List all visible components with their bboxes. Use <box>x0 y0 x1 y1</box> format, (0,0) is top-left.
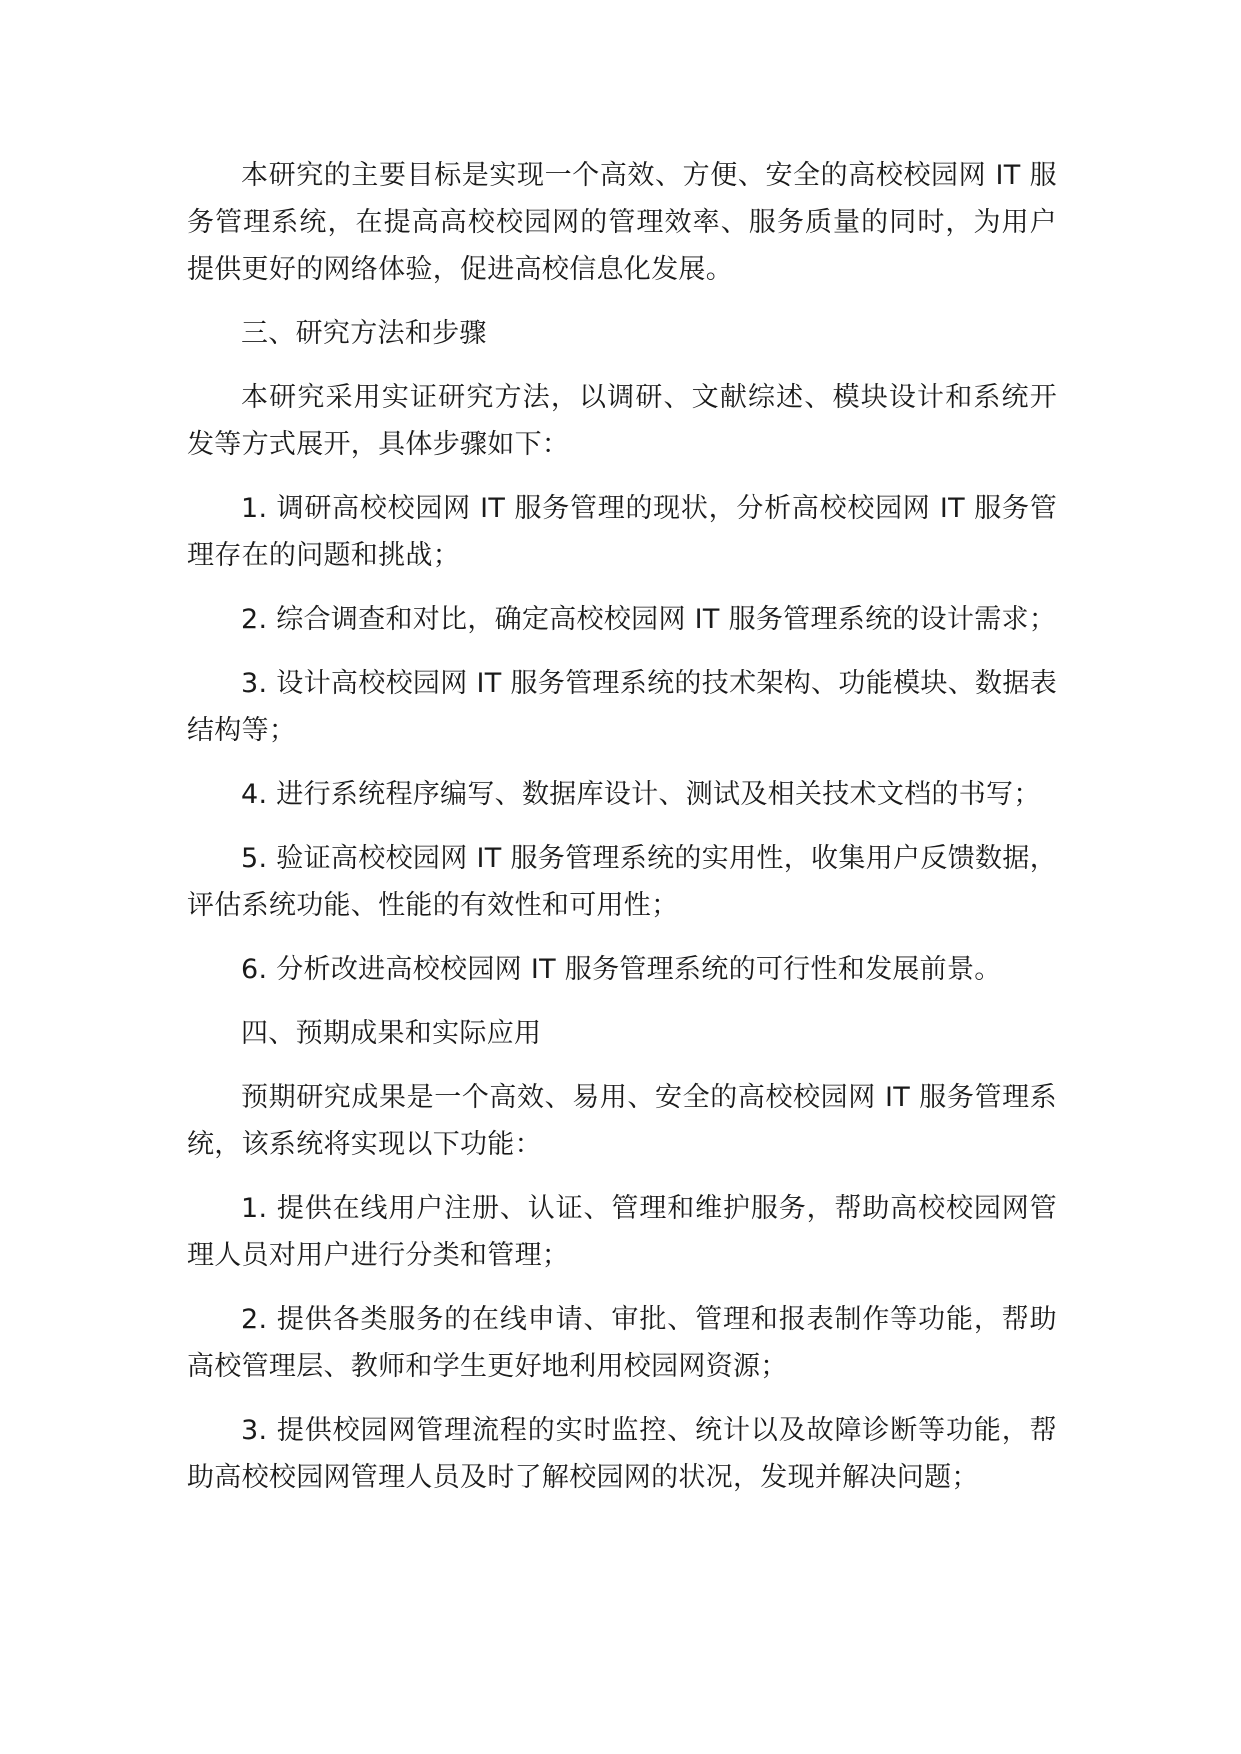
list-item-step-6: 6. 分析改进高校校园网 IT 服务管理系统的可行性和发展前景。 <box>241 954 1002 985</box>
paragraph-research-goal: 本研究的主要目标是实现一个高效、方便、安全的高校校园网 IT 服务管理系统，在提高高校校园网的管理效率、服务质量的同时，为用户提供更好的网络体验，促进高校信息化发展。 <box>187 160 1057 285</box>
paragraph-methods-intro: 本研究采用实证研究方法，以调研、文献综述、模块设计和系统开发等方式展开，具体步骤如下： <box>187 382 1057 460</box>
list-item-step-3: 3. 设计高校校园网 IT 服务管理系统的技术架构、功能模块、数据表结构等； <box>187 668 1057 746</box>
list-item-function-1: 1. 提供在线用户注册、认证、管理和维护服务，帮助高校校园网管理人员对用户进行分类和管理； <box>187 1193 1057 1271</box>
paragraph-outcomes-intro: 预期研究成果是一个高效、易用、安全的高校校园网 IT 服务管理系统，该系统将实现以下功能： <box>187 1082 1057 1160</box>
list-item-function-2: 2. 提供各类服务的在线申请、审批、管理和报表制作等功能，帮助高校管理层、教师和学生更好地利用校园网资源； <box>187 1304 1057 1382</box>
list-item-step-2: 2. 综合调查和对比，确定高校校园网 IT 服务管理系统的设计需求； <box>241 604 1057 635</box>
list-item-step-5: 5. 验证高校校园网 IT 服务管理系统的实用性，收集用户反馈数据，评估系统功能、性能的有效性和可用性； <box>187 843 1057 921</box>
list-item-function-3: 3. 提供校园网管理流程的实时监控、统计以及故障诊断等功能，帮助高校校园网管理人员及时了解校园网的状况，发现并解决问题； <box>187 1415 1057 1493</box>
document-body <box>187 152 1057 1518</box>
section-heading-outcomes: 四、预期成果和实际应用 <box>241 1018 542 1049</box>
list-item-step-4: 4. 进行系统程序编写、数据库设计、测试及相关技术文档的书写； <box>241 779 1041 810</box>
list-item-step-1: 1. 调研高校校园网 IT 服务管理的现状，分析高校校园网 IT 服务管理存在的问题和挑战； <box>187 493 1057 571</box>
section-heading-methods: 三、研究方法和步骤 <box>241 318 487 349</box>
